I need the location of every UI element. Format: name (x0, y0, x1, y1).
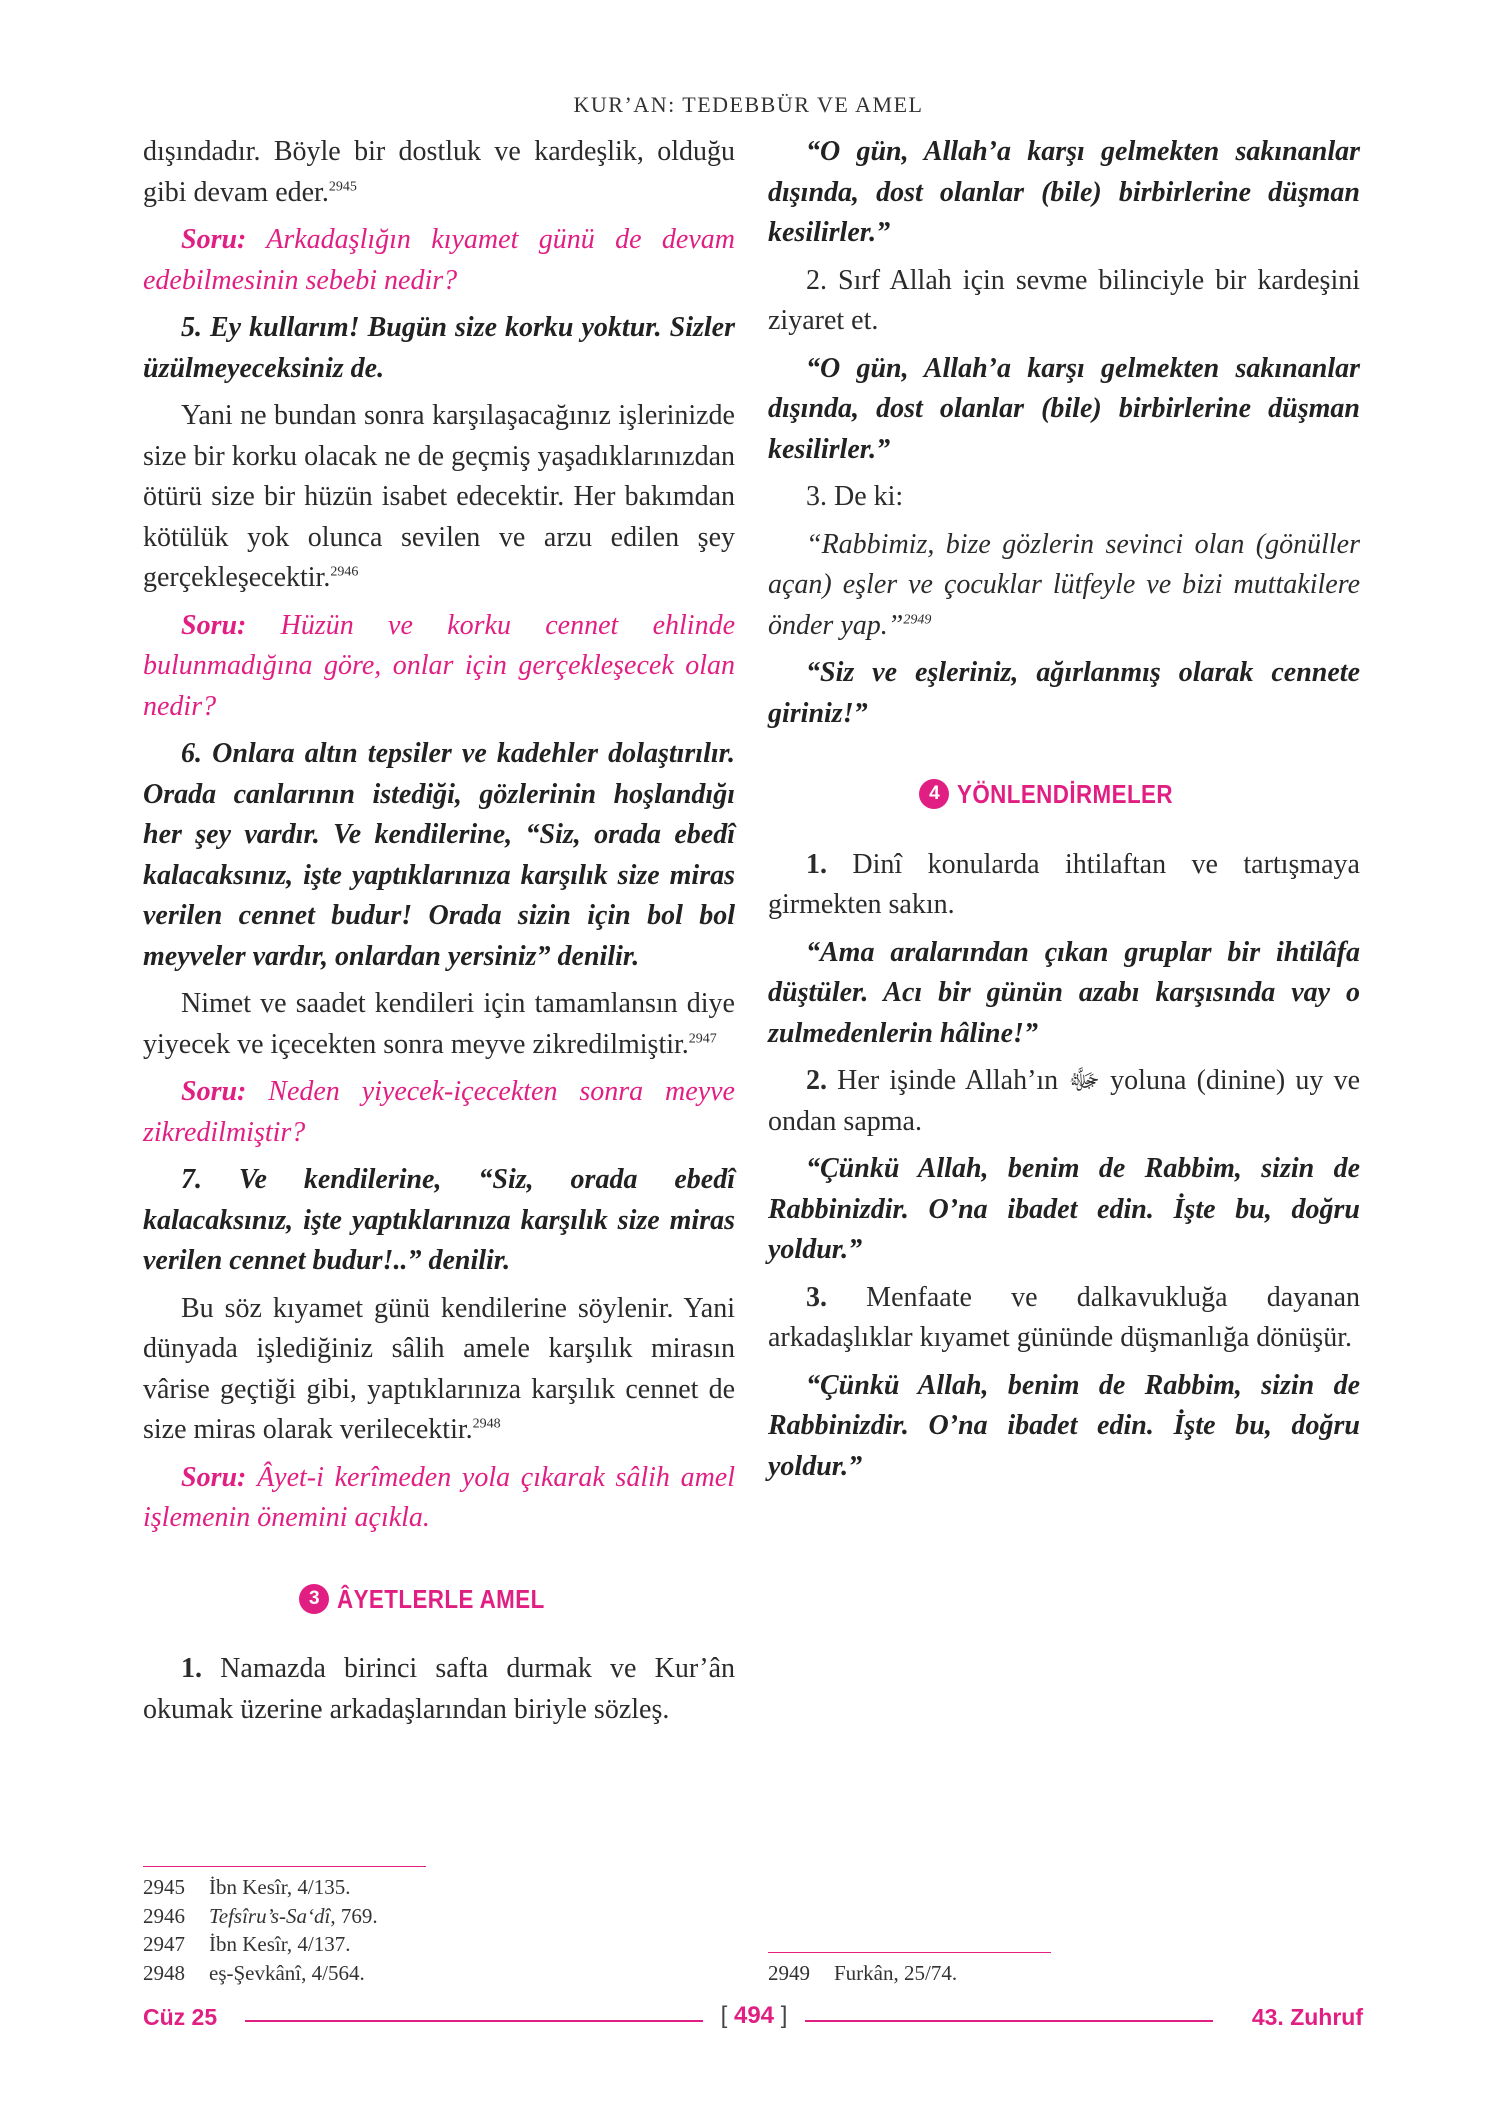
verse: 6. Onlara altın tepsiler ve kadehler dolaştırılır. Orada canlarının istediği, gözlerinin hoşlandığı her şey vardır. Ve kendilerine, “Siz, orada ebedî kalacaksınız, işte yaptıklarınıza karşılık size miras verilen cennet budur! Orada sizin için bol bol meyveler vardır, onlardan yersiniz” denilir. (143, 738, 735, 972)
paragraph: Yani ne bundan sonra karşılaşacağınız işlerinizde size bir korku olacak ne de geçmiş yaşadıklarınızdan ötürü size bir hüzün isabet edecektir. Her bakımdan kötülük yok olunca sevilen ve arzu edilen şey gerçekleşecektir.$^{2946}$ (143, 400, 735, 593)
list-item: 1. Dinî konularda ihtilaftan ve tartışmaya girmekten sakın. (768, 848, 1360, 920)
question: Soru: Neden yiyecek-içecekten sonra meyve zikredilmiştir? (143, 1076, 735, 1148)
paragraph: dışındadır. Böyle bir dostluk ve kardeşlik, olduğu gibi devam eder.$^{2945}$ (143, 136, 735, 208)
footnote-ref[interactable]: 2945 (328, 179, 357, 195)
footnote-ref[interactable]: 2947 (688, 1031, 717, 1047)
footnote-ref[interactable]: 2949 (903, 612, 932, 628)
footnote-ref[interactable]: 2946 (330, 564, 359, 580)
right-column (768, 132, 1360, 1494)
list-item: 1. Namazda birinci safta durmak ve Kur’ân okumak üzerine arkadaşlarından biriyle sözleş. (143, 1653, 735, 1725)
footnote-divider (143, 1866, 426, 1867)
section-number-badge: 3 (299, 1584, 329, 1614)
running-header: KUR’AN: TEDEBBÜR VE AMEL (573, 92, 924, 117)
footnote-ref[interactable]: 2948 (472, 1416, 501, 1432)
footnote: 2949 Furkân, 25/74. (768, 1961, 958, 1985)
footnotes-left (143, 1873, 378, 1987)
list-item: 2. Her işinde Allah’ın ﷻ yoluna (dinine) uy ve ondan sapma. (768, 1065, 1360, 1137)
footnote-divider (768, 1952, 1051, 1953)
question: Soru: Arkadaşlığın kıyamet günü de devam edebilmesinin sebebi nedir? (143, 224, 735, 296)
page-footer (143, 2002, 1363, 2036)
section-number-badge: 4 (919, 779, 949, 809)
quote: “Çünkü Allah, benim de Rabbim, sizin de Rabbinizdir. O’na ibadet edin. İşte bu, doğru yoldur.” (768, 1153, 1360, 1265)
list-item: 3. De ki: (806, 481, 904, 512)
footer-juz: Cüz 25 (143, 2004, 218, 2030)
paragraph: Nimet ve saadet kendileri için tamamlansın diye yiyecek ve içecekten sonra meyve zikredilmiştir.$^{2947}$ (143, 988, 735, 1060)
quote: “O gün, Allah’a karşı gelmekten sakınanlar dışında, dost olanlar (bile) birbirlerine düşman kesilirler.” (768, 136, 1360, 248)
quote: “O gün, Allah’a karşı gelmekten sakınanlar dışında, dost olanlar (bile) birbirlerine düşman kesilirler.” (768, 352, 1360, 465)
section-heading (143, 1579, 735, 1620)
footnote: 2946 Tefsîru’s-Sa‘dî, 769. (143, 1903, 378, 1928)
section-title: YÖNLENDİRMELER (957, 779, 1174, 809)
footer-surah: 43. Zuhruf (1251, 2004, 1363, 2030)
list-item: 2. Sırf Allah için sevme bilinciyle bir kardeşini ziyaret et. (768, 264, 1360, 336)
footer-rule-right (805, 2020, 1213, 2022)
verse: 7. Ve kendilerine, “Siz, orada ebedî kalacaksınız, işte yaptıklarınıza karşılık size miras verilen cennet budur!..” denilir. (143, 1164, 735, 1276)
quote: “Siz ve eşleriniz, ağırlanmış olarak cennete giriniz!” (768, 657, 1360, 729)
section-heading (768, 774, 1360, 815)
footnote: 2947 İbn Kesîr, 4/137. (143, 1932, 351, 1956)
footnotes-right (768, 1959, 957, 1988)
footnote: 2945 İbn Kesîr, 4/135. (143, 1875, 351, 1899)
question: Soru: Hüzün ve korku cennet ehlinde bulunmadığına göre, onlar için gerçekleşecek olan nedir? (143, 609, 735, 722)
left-column (143, 132, 735, 1737)
quote: “Rabbimiz, bize gözlerin sevinci olan (gönüller açan) eşler ve çocuklar lütfeyle ve bizi muttakilere önder yap.”$^{2949}$ (768, 528, 1360, 641)
footnote: 2948 eş-Şevkânî, 4/564. (143, 1960, 365, 1985)
paragraph: Bu söz kıyamet günü kendilerine söylenir. Yani dünyada işlediğiniz sâlih amele karşılık mirasın vârise geçtiği gibi, yaptıklarınıza karşılık cennet de size miras olarak verilecektir.$^{2948}$ (143, 1292, 735, 1445)
page-number: [ 494 ] (720, 2002, 788, 2029)
question: Soru: Âyet-i kerîmeden yola çıkarak sâlih amel işlemenin önemini açıkla. (143, 1461, 735, 1533)
quote: “Ama aralarından çıkan gruplar bir ihtilâfa düştüler. Acı bir günün azabı karşısında vay o zulmedenlerin hâline!” (768, 936, 1360, 1049)
footer-rule-left (245, 2020, 703, 2022)
list-item: 3. Menfaate ve dalkavukluğa dayanan arkadaşlıklar kıyamet gününde düşmanlığa dönüşür. (768, 1281, 1360, 1353)
verse: 5. Ey kullarım! Bugün size korku yoktur. Sizler üzülmeyeceksiniz de. (143, 312, 735, 384)
quote: “Çünkü Allah, benim de Rabbim, sizin de Rabbinizdir. O’na ibadet edin. İşte bu, doğru yoldur.” (768, 1369, 1360, 1482)
section-title: ÂYETLERLE AMEL (337, 1583, 545, 1614)
